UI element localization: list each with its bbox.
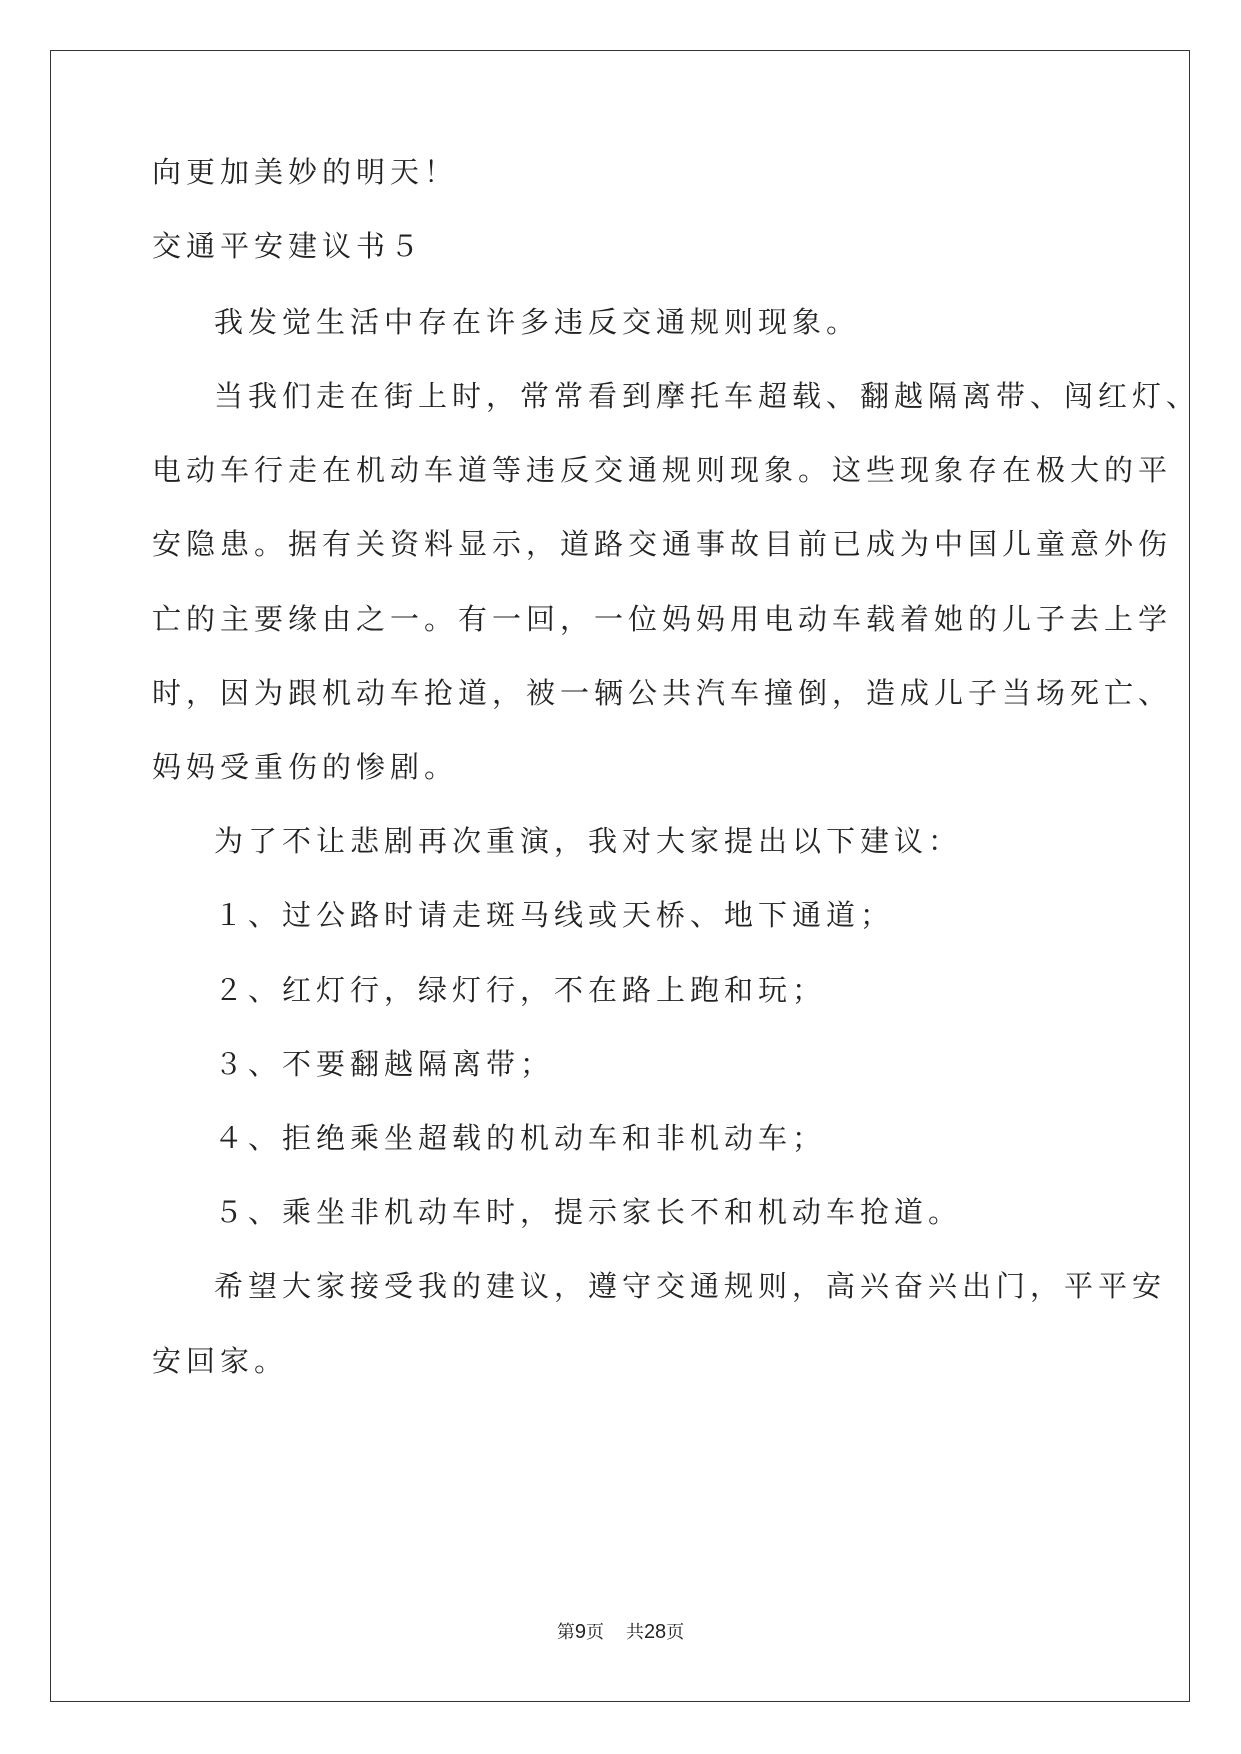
total-pages: 28: [643, 1621, 667, 1643]
list-item: ４、拒绝乘坐超载的机动车和非机动车；: [214, 1121, 827, 1155]
paragraph-line: 电动车行走在机动车道等违反交通规则现象。这些现象存在极大的平: [152, 453, 1173, 487]
page-footer: [0, 1620, 1241, 1645]
paragraph-line: 希望大家接受我的建议，遵守交通规则，高兴奋兴出门，平平安: [214, 1269, 1167, 1303]
paragraph-line: 我发觉生活中存在许多违反交通规则现象。: [214, 305, 861, 339]
paragraph-line: 时，因为跟机动车抢道，被一辆公共汽车撞倒，造成儿子当场死亡、: [152, 676, 1173, 710]
paragraph-line: 向更加美妙的明天！: [152, 155, 459, 189]
page-suffix: 页: [585, 1622, 604, 1643]
paragraph-line: 为了不让悲剧再次重演，我对大家提出以下建议：: [214, 824, 963, 858]
paragraph-line: 妈妈受重伤的惨剧。: [152, 750, 459, 784]
paragraph-line: 安回家。: [152, 1344, 289, 1378]
list-item: １、过公路时请走斑马线或天桥、地下通道；: [214, 898, 895, 932]
paragraph-line: 安隐患。据有关资料显示，道路交通事故目前已成为中国儿童意外伤: [152, 527, 1173, 561]
page-number: 9: [574, 1621, 586, 1643]
page-prefix: 第: [556, 1622, 575, 1643]
list-item: ２、红灯行，绿灯行，不在路上跑和玩；: [214, 973, 827, 1007]
page-border: [50, 50, 1190, 1702]
list-item: ３、不要翻越隔离带；: [214, 1047, 555, 1081]
paragraph-line: 亡的主要缘由之一。有一回，一位妈妈用电动车载着她的儿子去上学: [152, 602, 1173, 636]
section-heading: 交通平安建议书５: [152, 229, 425, 263]
total-suffix: 页: [666, 1622, 685, 1643]
total-prefix: 共: [625, 1622, 644, 1643]
list-item: ５、乘坐非机动车时，提示家长不和机动车抢道。: [214, 1195, 963, 1229]
paragraph-line: 当我们走在街上时，常常看到摩托车超载、翻越隔离带、闯红灯、: [214, 379, 1201, 413]
